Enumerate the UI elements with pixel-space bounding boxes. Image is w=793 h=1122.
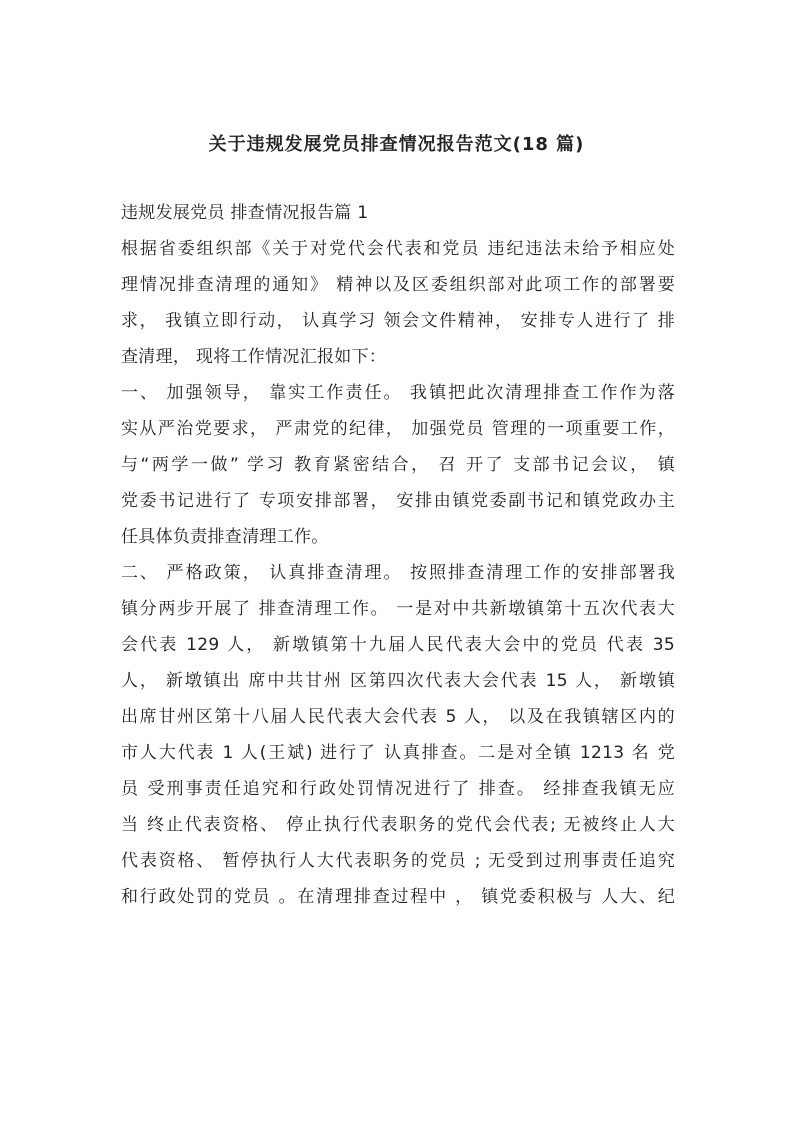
paragraph-line: 查清理， 现将工作情况汇报如下： bbox=[121, 347, 387, 367]
paragraph-line: 出席甘州区第十八届人民代表大会代表 5 人， 以及在我镇辖区内的 bbox=[121, 707, 675, 727]
paragraph-line: 和行政处罚的党员 。在清理排查过程中 ， 镇党委积极与 人大、纪 bbox=[121, 887, 675, 907]
paragraph-line: 市人大代表 1 人(王斌) 进行了 认真排查。二是对全镇 1213 名 党 bbox=[121, 743, 675, 763]
section-heading: 违规发展党员 排查情况报告篇 1 bbox=[121, 203, 369, 223]
paragraph-line: 会代表 129 人， 新墩镇第十九届人民代表大会中的党员 代表 35 bbox=[121, 635, 675, 655]
paragraph-line: 与“两学一做” 学习 教育紧密结合， 召 开了 支部书记会议， 镇 bbox=[121, 455, 675, 475]
paragraph-line: 实从严治党要求， 严肃党的纪律， 加强党员 管理的一项重要工作， bbox=[121, 419, 675, 439]
paragraph-line: 求， 我镇立即行动， 认真学习 领会文件精神， 安排专人进行了 排 bbox=[121, 311, 675, 331]
paragraph-line: 二、 严格政策， 认真排查清理。 按照排查清理工作的安排部署我 bbox=[121, 563, 675, 583]
paragraph-line: 根据省委组织部《关于对党代会代表和党员 违纪违法未给予相应处 bbox=[121, 239, 675, 259]
paragraph-line: 代表资格、 暂停执行人大代表职务的党员 ; 无受到过刑事责任追究 bbox=[121, 851, 675, 871]
document-body bbox=[121, 195, 675, 915]
paragraph-line: 党委书记进行了 专项安排部署， 安排由镇党委副书记和镇党政办主 bbox=[121, 491, 675, 511]
paragraph-line: 人， 新墩镇出 席中共甘州 区第四次代表大会代表 15 人， 新墩镇 bbox=[121, 671, 675, 691]
paragraph-line: 镇分两步开展了 排查清理工作。 一是对中共新墩镇第十五次代表大 bbox=[121, 599, 675, 619]
paragraph-line: 员 受刑事责任追究和行政处罚情况进行了 排查。 经排查我镇无应 bbox=[121, 779, 675, 799]
document-title: 关于违规发展党员排查情况报告范文(18 篇) bbox=[208, 134, 585, 155]
paragraph-line: 理情况排查清理的通知》 精神以及区委组织部对此项工作的部署要 bbox=[121, 275, 675, 295]
paragraph-line: 任具体负责排查清理工作。 bbox=[121, 527, 329, 547]
paragraph-line: 一、 加强领导， 靠实工作责任。 我镇把此次清理排查工作作为落 bbox=[121, 383, 675, 403]
paragraph-line: 当 终止代表资格、 停止执行代表职务的党代会代表; 无被终止人大 bbox=[121, 815, 675, 835]
